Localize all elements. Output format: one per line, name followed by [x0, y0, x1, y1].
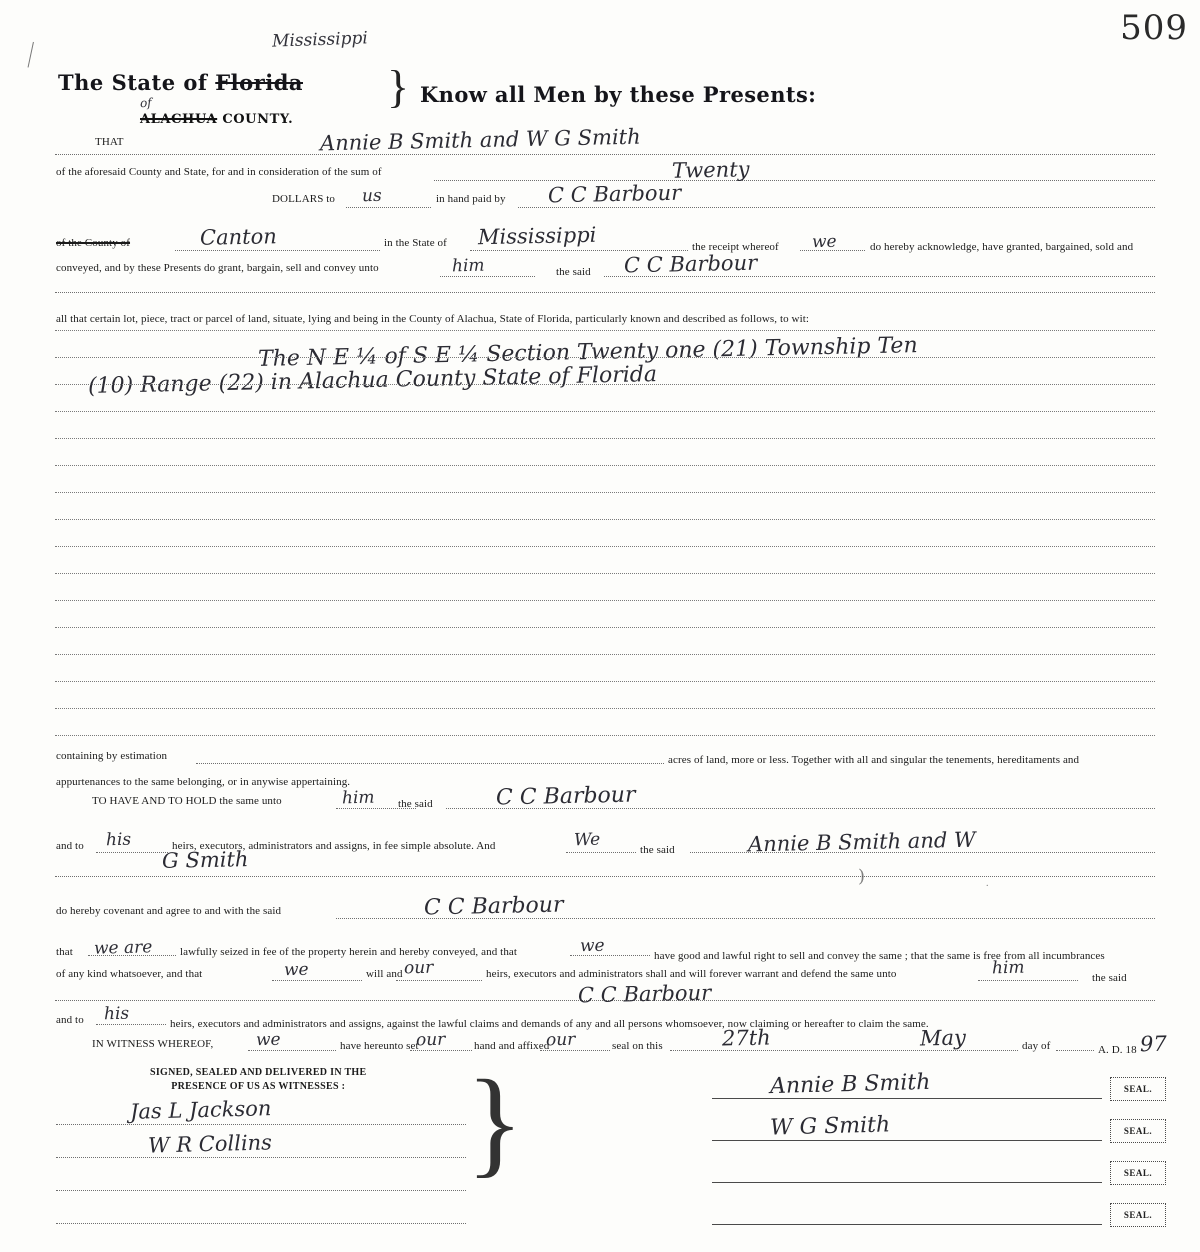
- rule-desc-10: [55, 600, 1155, 601]
- to-have-the-said: the said: [398, 798, 433, 810]
- seal-on-this-label: seal on this: [612, 1040, 663, 1052]
- rule-our: [396, 980, 482, 981]
- seized-text: lawfully seized in fee of the property herein and hereby conveyed, and that: [180, 946, 518, 958]
- consideration-amount: Twenty: [671, 157, 750, 183]
- rule-acres: [196, 763, 664, 764]
- rule-desc-5: [55, 465, 1155, 466]
- rule-desc-4: [55, 438, 1155, 439]
- parcel-text: all that certain lot, piece, tract or parcel of land, situate, lying and being in the County of Alachua, State of Florida, particularly known and described as follows, to wit:: [56, 313, 810, 325]
- witness-label-line-1: SIGNED, SEALED AND DELIVERED IN THE: [150, 1067, 367, 1078]
- county-value: Canton: [199, 224, 277, 250]
- title-state-of: The State of: [58, 70, 208, 95]
- year-value: 97: [1139, 1031, 1167, 1057]
- to-have-grantee: C C Barbour: [495, 782, 636, 811]
- and-the-said: the said: [640, 844, 675, 856]
- containing-label: containing by estimation: [56, 750, 168, 762]
- that-we-are-value: we are: [93, 937, 153, 959]
- we-have-value: we: [579, 935, 605, 957]
- of-county-of-label: [56, 237, 130, 249]
- stray-dot: .: [986, 878, 989, 889]
- witness-signature-1: Jas L Jackson: [129, 1096, 272, 1124]
- ad-label: A. D. 18: [1098, 1044, 1137, 1056]
- state-value: Mississippi: [477, 222, 597, 250]
- against-text: heirs, executors and administrators and assigns, against the lawful claims and demands of any and all persons whomsoever, now claiming or hereafter to claim the same.: [170, 1018, 929, 1030]
- conveyed-label: conveyed, and by these Presents do grant, bargain, sell and convey unto: [56, 262, 379, 274]
- unto-him-value: him: [991, 957, 1025, 979]
- rule-desc-6: [55, 492, 1155, 493]
- rule-state: [470, 250, 688, 251]
- rule-desc-0: [55, 330, 1155, 331]
- rule-witness-3: [56, 1190, 466, 1191]
- witness-we-value: we: [255, 1029, 281, 1051]
- to-have-value: him: [341, 787, 375, 809]
- handwritten-of-mark: of: [139, 95, 153, 111]
- hand-and-affixed-label: [474, 1040, 549, 1052]
- receipt-value: we: [811, 231, 837, 253]
- rule-desc-14: [55, 708, 1155, 709]
- seal-box-3: SEAL.: [1110, 1161, 1166, 1185]
- month-value: May: [919, 1025, 967, 1051]
- rule-and-to: [96, 852, 168, 853]
- witness-instructions: [150, 1066, 366, 1093]
- heading-brace: }: [387, 61, 410, 112]
- acknowledge-text: do hereby acknowledge, have granted, bargained, sold and: [870, 241, 1134, 253]
- day-number: 27th: [721, 1025, 771, 1051]
- witness-brace: }: [466, 1055, 524, 1188]
- rule-desc-9: [55, 573, 1155, 574]
- rule-signature-3: [712, 1182, 1102, 1183]
- the-said-label-2: the said: [1092, 972, 1127, 984]
- property-description-line-1: The N E ¼ of S E ¼ Section Twenty one (21) Township Ten: [257, 333, 918, 372]
- witness-whereof-label: IN WITNESS WHEREOF,: [92, 1038, 214, 1050]
- rule-consideration: [434, 180, 1155, 181]
- rule-desc-13: [55, 681, 1155, 682]
- grantor-signature-2: W G Smith: [769, 1112, 891, 1141]
- rule-desc-1: [55, 357, 1155, 358]
- that-word: that: [56, 946, 73, 958]
- rule-desc-2: [55, 384, 1155, 385]
- and-to-label-2: and to: [56, 1014, 84, 1026]
- rule-extra-1: [55, 292, 1155, 293]
- do-hereby-label: do hereby covenant and agree to and with the said: [56, 905, 282, 917]
- rule-and-we: [566, 852, 636, 853]
- rule-unto-him: [978, 980, 1078, 981]
- convey-unto-value: him: [451, 255, 485, 277]
- the-said-label: the said: [556, 266, 591, 278]
- rule-desc-11: [55, 627, 1155, 628]
- rule-desc-7: [55, 519, 1155, 520]
- county-struck: ALACHUA: [140, 112, 218, 127]
- of-the-county-struck: of the County of: [56, 237, 131, 249]
- warrant-text: heirs, executors and administrators shall and will forever warrant and defend the same unto: [486, 968, 897, 980]
- good-right-text: have good and lawful right to sell and convey the same ; that the same is free from all incumbrances: [654, 950, 1105, 962]
- covenant-with-name: C C Barbour: [423, 892, 564, 921]
- title-state-struck: Florida: [215, 70, 303, 95]
- acres-text: acres of land, more or less. Together with all and singular the tenements, hereditaments and: [668, 754, 1080, 766]
- we-will-value: we: [283, 959, 309, 981]
- and-affixed-word: and affixed: [498, 1040, 550, 1052]
- and-to-2-value: his: [103, 1003, 130, 1025]
- grantee-name: C C Barbour: [623, 250, 758, 278]
- stray-mark: ): [858, 866, 866, 887]
- rule-extra-2: [55, 876, 1155, 877]
- warrantee-name: C C Barbour: [577, 980, 712, 1008]
- that-label: THAT: [95, 136, 124, 148]
- appurtenances-text: appurtenances to the same belonging, or in anywise appertaining.: [56, 776, 351, 788]
- rule-desc-3: [55, 411, 1155, 412]
- witness-label-line-2: PRESENCE OF US AS WITNESSES :: [171, 1080, 346, 1092]
- dollars-to-value: us: [361, 185, 382, 207]
- day-of-label: day of: [1022, 1040, 1051, 1052]
- any-kind-text: of any kind whatsoever, and that: [56, 968, 203, 980]
- in-hand-paid-by-label: in hand paid by: [436, 193, 506, 205]
- our-hand-value: our: [415, 1029, 446, 1051]
- and-to-label: and to: [56, 840, 84, 852]
- rule-that: [55, 154, 1155, 155]
- hand-word: hand: [474, 1040, 496, 1052]
- margin-pencil-mark: [28, 42, 56, 72]
- and-to-value: his: [105, 829, 132, 851]
- rule-witness-1: [56, 1124, 466, 1125]
- will-and-label: will and: [366, 968, 403, 980]
- rule-payer: [518, 207, 1155, 208]
- rule-desc-12: [55, 654, 1155, 655]
- page-number: 509: [1120, 8, 1188, 48]
- county-word: COUNTY.: [222, 112, 294, 127]
- payer-name: C C Barbour: [547, 180, 682, 208]
- rule-desc-8: [55, 546, 1155, 547]
- our-seal-value: our: [545, 1029, 576, 1051]
- grantor-names: Annie B Smith and W G Smith: [319, 124, 641, 156]
- heirs-text: heirs, executors, administrators and assigns, in fee simple absolute. And: [172, 840, 496, 852]
- witness-signature-2: W R Collins: [147, 1130, 273, 1158]
- rule-witness-2: [56, 1157, 466, 1158]
- and-we-value: We: [573, 829, 601, 851]
- property-description-line-2: (10) Range (22) in Alachua County State of Florida: [87, 362, 658, 399]
- to-have-label: TO HAVE AND TO HOLD the same unto: [92, 795, 282, 807]
- aforesaid-text: of the aforesaid County and State, for and in consideration of the sum of: [56, 166, 382, 178]
- rule-desc-15: [55, 735, 1155, 736]
- rule-month: [1056, 1050, 1094, 1051]
- seal-box-4: SEAL.: [1110, 1203, 1166, 1227]
- in-the-state-of-label: in the State of: [384, 237, 447, 249]
- page-title: [58, 70, 303, 95]
- grantor-signature-1: Annie B Smith: [769, 1069, 931, 1100]
- receipt-whereof-label: the receipt whereof: [692, 241, 779, 253]
- rule-signature-4: [712, 1224, 1102, 1225]
- covenantor-names-cont: G Smith: [161, 847, 249, 873]
- seal-box-2: SEAL.: [1110, 1119, 1166, 1143]
- have-hereunto-label: have hereunto set: [340, 1040, 419, 1052]
- rule-county: [175, 250, 380, 251]
- our-value: our: [403, 957, 434, 979]
- rule-grantee: [604, 276, 1155, 277]
- know-all-men-heading: Know all Men by these Presents:: [420, 82, 817, 107]
- rule-dollars-to: [346, 207, 431, 208]
- county-heading: [140, 112, 293, 127]
- covenantor-names: Annie B Smith and W: [747, 827, 976, 857]
- handwritten-state-correction: Mississippi: [271, 28, 369, 52]
- seal-box-1: SEAL.: [1110, 1077, 1166, 1101]
- dollars-to-label: DOLLARS to: [272, 193, 336, 205]
- rule-witness-4: [56, 1223, 466, 1224]
